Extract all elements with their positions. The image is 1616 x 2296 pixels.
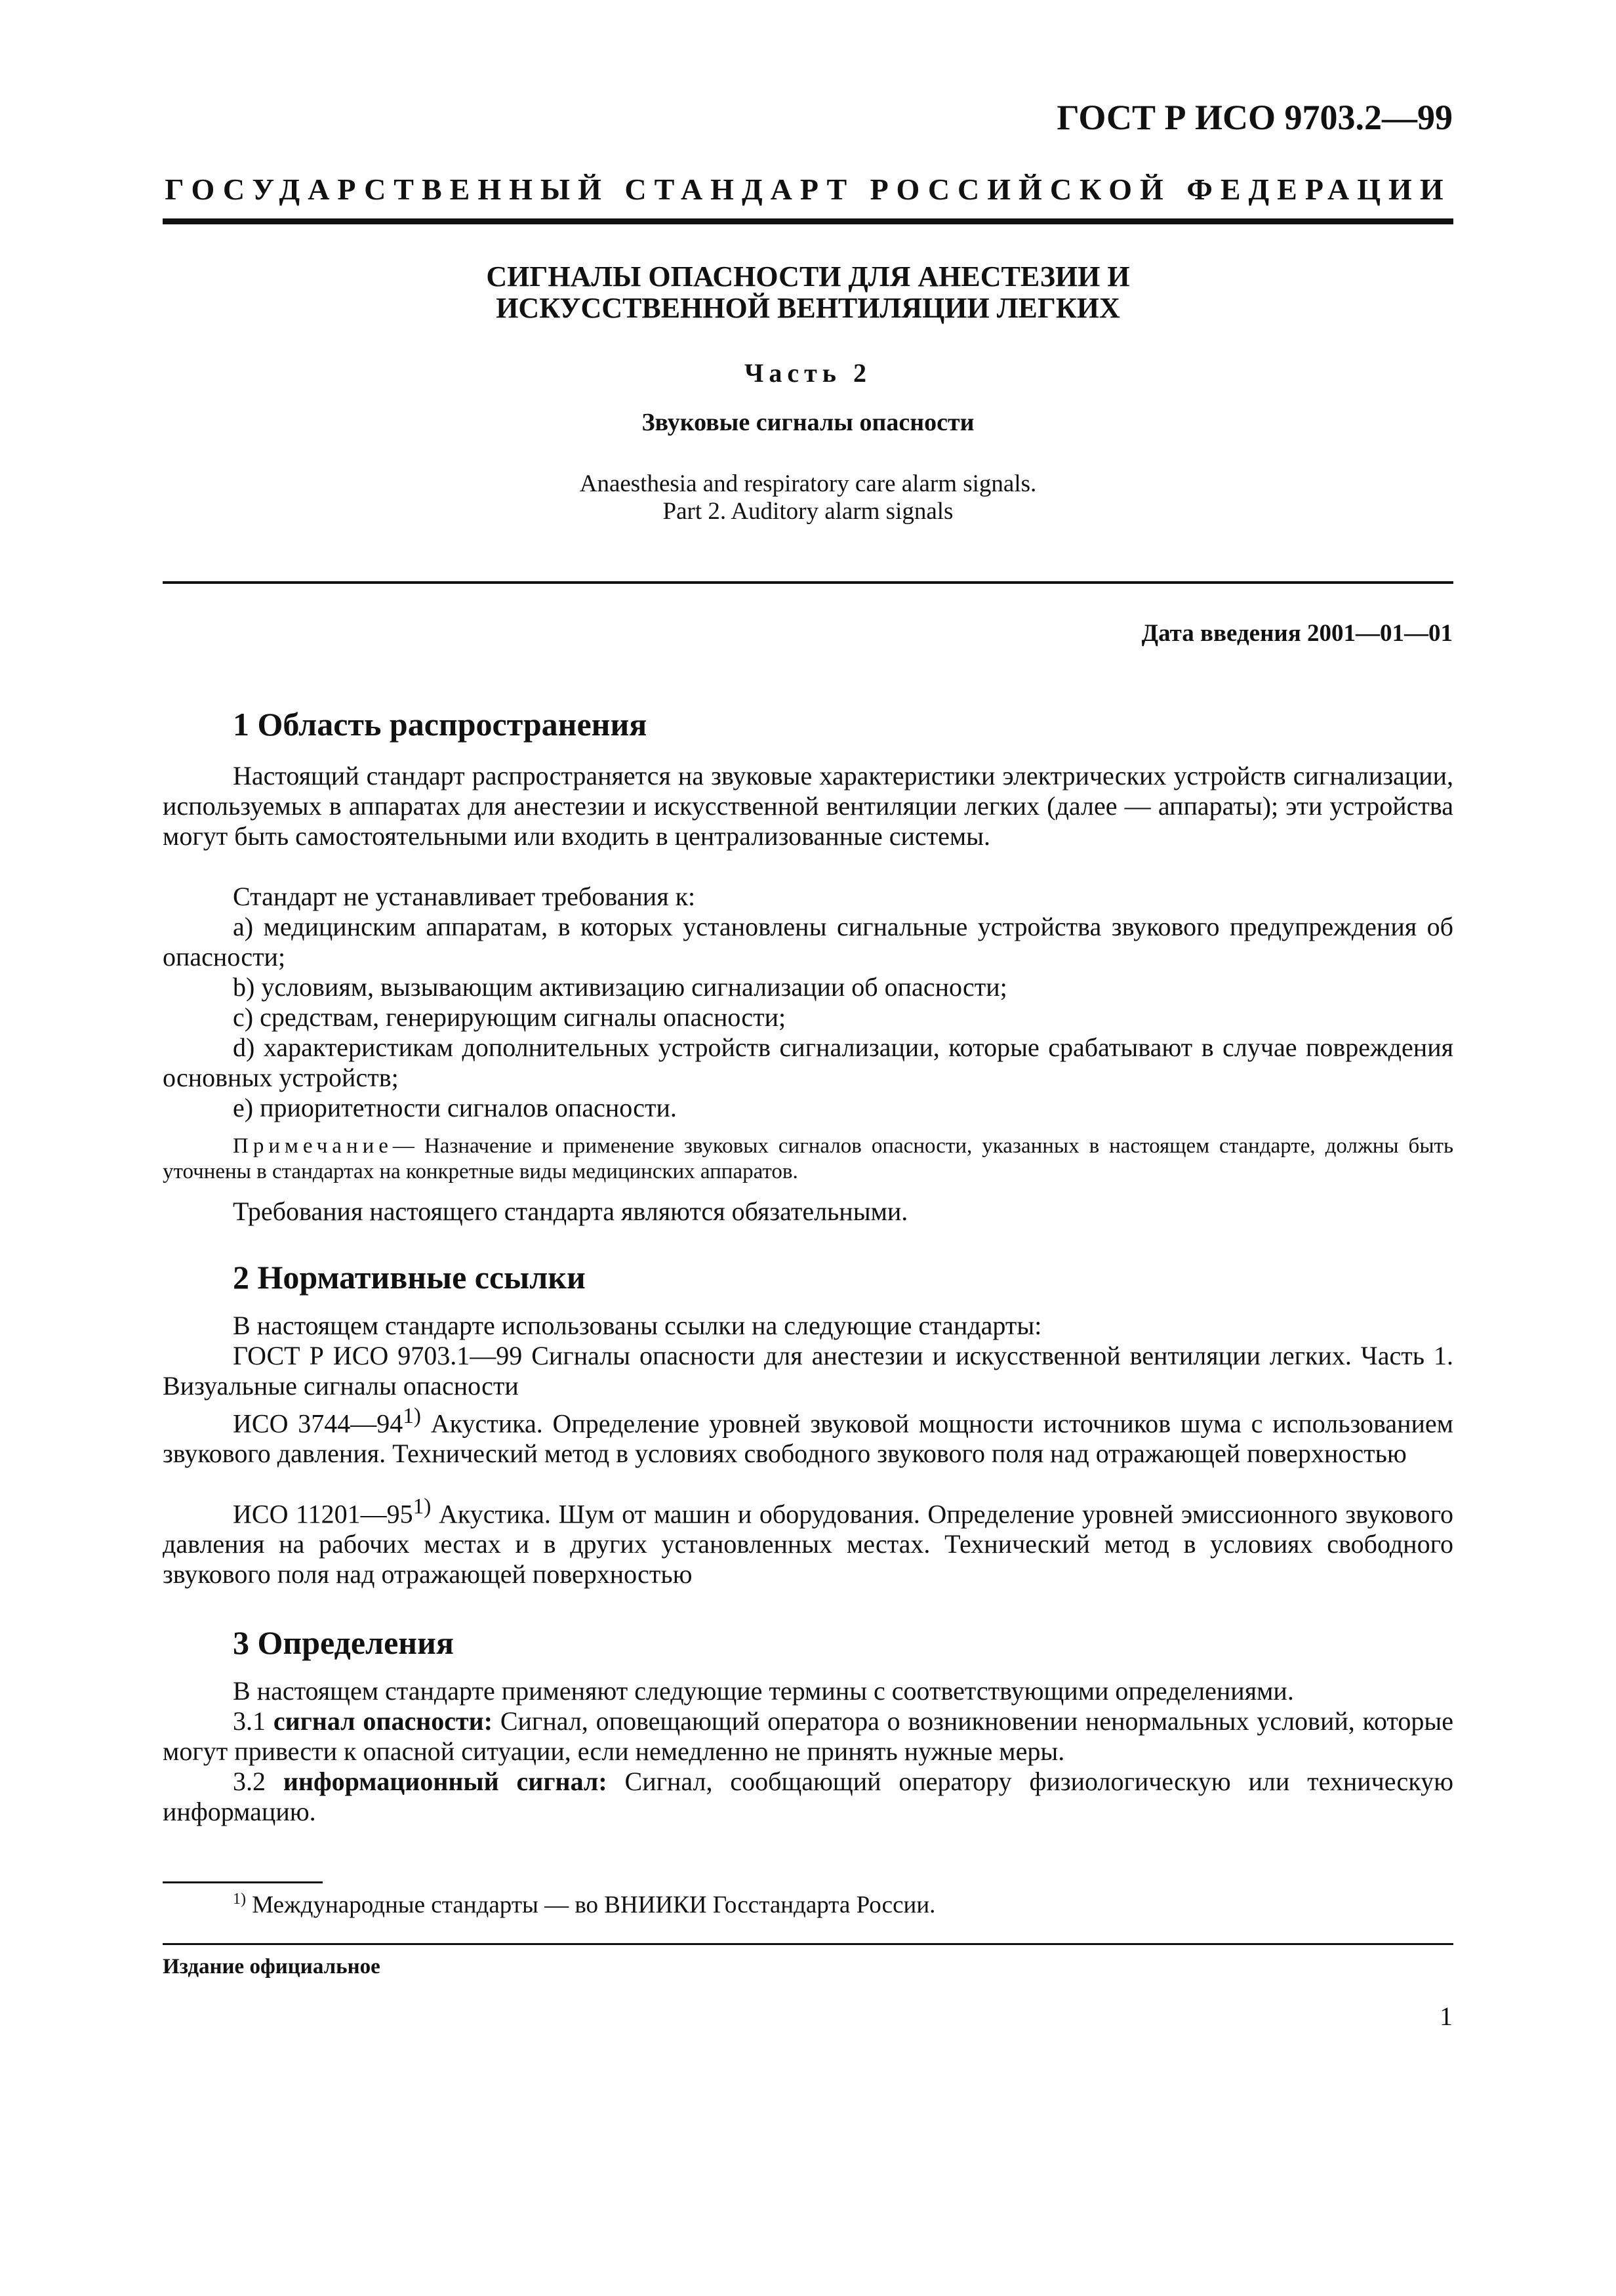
document-title	[163, 261, 1453, 324]
reference-2-code: ИСО 3744—94	[233, 1408, 403, 1439]
reference-3-code: ИСО 11201—95	[233, 1499, 413, 1529]
english-title-line-2: Part 2. Auditory alarm signals	[662, 498, 954, 525]
definition-3-2-text: Сигнал, сообщающий оператору физиологическую или техническую информацию.	[163, 1767, 1453, 1826]
section-1-item-b: b) условиям, вызывающим активизацию сигнализации об опасности;	[233, 972, 1007, 1002]
footnote	[233, 1891, 935, 1919]
part-subtitle: Звуковые сигналы опасности	[641, 409, 975, 436]
section-2-paragraph-1: В настоящем стандарте использованы ссылки на следующие стандарты:	[233, 1311, 1042, 1340]
section-2-heading: 2 Нормативные ссылки	[233, 1259, 586, 1296]
definition-3-1-text: Сигнал, оповещающий оператора о возникновении ненормальных условий, которые могут привести к опасной ситуации, если немедленно не принять нужные меры.	[163, 1706, 1454, 1766]
footnote-text: Международные стандарты — во ВНИИКИ Госстандарта России.	[246, 1891, 936, 1919]
definition-3-1-number: 3.1	[233, 1706, 273, 1736]
reference-2-footnote-mark: 1)	[403, 1404, 421, 1428]
definition-3-2-number: 3.2	[233, 1767, 283, 1796]
footnote-divider	[163, 1881, 323, 1883]
page-number: 1	[1440, 2001, 1453, 2031]
introduction-date: Дата введения 2001—01—01	[1141, 620, 1453, 647]
note-label: Примечание	[233, 1134, 393, 1158]
footnote-mark: 1)	[233, 1891, 246, 1908]
definition-3-1	[163, 1706, 1453, 1767]
section-1-item-d: d) характеристикам дополнительных устройств сигнализации, которые срабатывают в случае повреждения основных устройств;	[163, 1033, 1453, 1092]
reference-3-footnote-mark: 1)	[413, 1494, 432, 1519]
section-1-paragraph-3: Требования настоящего стандарта являются обязательными.	[233, 1197, 908, 1226]
title-divider	[163, 581, 1453, 584]
section-1-heading: 1 Область распространения	[233, 706, 647, 743]
section-1-paragraph-2: Стандарт не устанавливает требования к:	[233, 882, 696, 911]
definition-3-1-term: сигнал опасности:	[273, 1706, 493, 1736]
footer-divider	[163, 1943, 1453, 1945]
reference-3-text: Акустика. Шум от машин и оборудования. Определение уровней эмиссионного звукового давления на рабочих местах и в других установленных местах. Технический метод в условиях свободного звукового поля над отражающей поверхностью	[163, 1499, 1454, 1589]
reference-2	[163, 1401, 1453, 1469]
english-title-line-1: Anaesthesia and respiratory care alarm signals.	[579, 470, 1037, 497]
title-line-1: СИГНАЛЫ ОПАСНОСТИ ДЛЯ АНЕСТЕЗИИ И	[486, 260, 1130, 293]
section-1-item-a: а) медицинским аппаратам, в которых установлены сигнальные устройства звукового предупреждения об опасности;	[163, 912, 1453, 972]
section-1-item-e: е) приоритетности сигналов опасности.	[233, 1093, 677, 1122]
part-label: Часть 2	[744, 358, 872, 388]
note-text: — Назначение и применение звуковых сигналов опасности, указанных в настоящем стандарте, должны быть уточнены в стандартах на конкретные виды медицинских аппаратов.	[163, 1134, 1453, 1183]
reference-3	[163, 1492, 1453, 1589]
section-1-paragraph-1: Настоящий стандарт распространяется на звуковые характеристики электрических устройств сигнализации, используемых в аппаратах для анестезии и искусственной вентиляции легких (далее — аппараты); эти устройства могут быть самостоятельными или входить в централизованные системы.	[163, 761, 1453, 851]
definition-3-2-term: информационный сигнал:	[283, 1767, 607, 1796]
section-3-paragraph-1: В настоящем стандарте применяют следующие термины с соответствующими определениями.	[233, 1676, 1294, 1706]
section-3-heading: 3 Определения	[233, 1624, 454, 1661]
section-1-item-c: с) средствам, генерирующим сигналы опасности;	[233, 1002, 786, 1032]
english-title	[163, 470, 1453, 525]
reference-1: ГОСТ Р ИСО 9703.1—99 Сигналы опасности для анестезии и искусственной вентиляции легких. Часть 1. Визуальные сигналы опасности	[163, 1341, 1453, 1401]
definition-3-2	[163, 1767, 1453, 1827]
title-line-2: ИСКУССТВЕННОЙ ВЕНТИЛЯЦИИ ЛЕГКИХ	[496, 292, 1120, 324]
section-1-note	[163, 1134, 1453, 1185]
reference-2-text: Акустика. Определение уровней звуковой мощности источников шума с использованием звукового давления. Технический метод в условиях свободного звукового поля над отражающей поверхностью	[163, 1408, 1453, 1469]
standard-code: ГОСТ Р ИСО 9703.2—99	[1057, 98, 1453, 137]
header-divider	[163, 218, 1453, 224]
official-edition-label: Издание официальное	[163, 1955, 380, 1978]
state-standard-banner: ГОСУДАРСТВЕННЫЙ СТАНДАРТ РОССИЙСКОЙ ФЕДЕРАЦИИ	[165, 173, 1451, 206]
